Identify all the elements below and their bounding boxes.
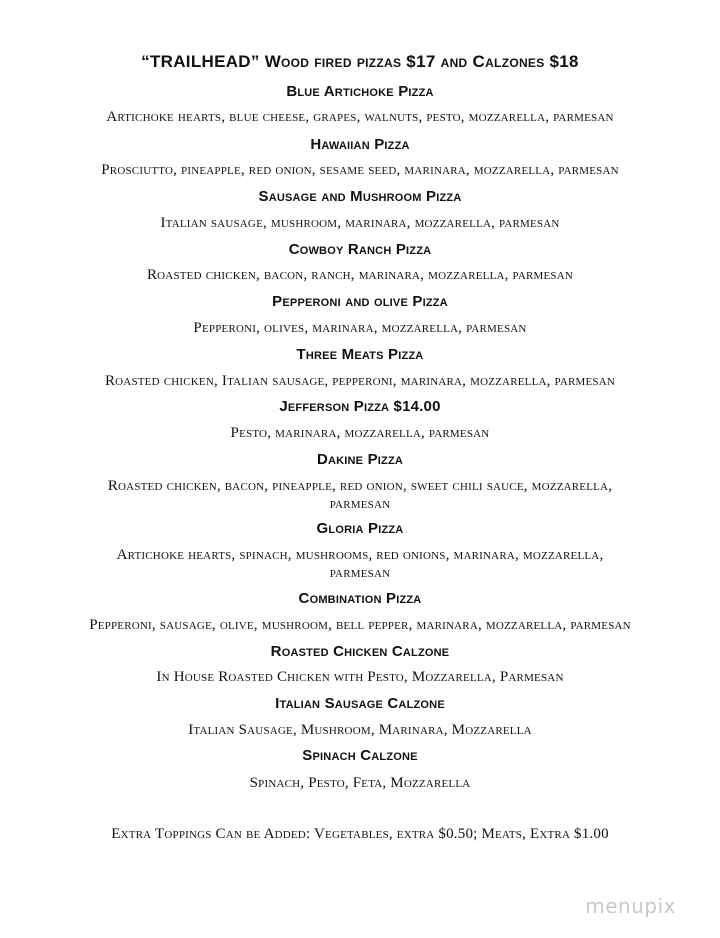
item-description: Pepperoni, sausage, olive, mushroom, bell pepper, marinara, mozzarella, parmesan: [89, 617, 631, 633]
item-name: Sausage and Mushroom Pizza: [258, 188, 462, 205]
item-name: Blue Artichoke Pizza: [286, 83, 434, 100]
item-description: Pepperoni, olives, marinara, mozzarella, parmesan: [193, 320, 527, 336]
item-description: Roasted chicken, Italian sausage, pepperoni, marinara, mozzarella, parmesan: [104, 373, 616, 389]
item-name: Spinach Calzone: [302, 747, 418, 764]
item-description: Roasted chicken, bacon, pineapple, red onion, sweet chili sauce, mozzarella,: [107, 478, 613, 494]
menupix-watermark: menupix: [585, 894, 676, 918]
item-name: Cowboy Ranch Pizza: [288, 241, 432, 258]
item-description-continued: parmesan: [329, 496, 391, 512]
item-name: Three Meats Pizza: [296, 346, 424, 363]
item-name: Italian Sausage Calzone: [275, 695, 445, 712]
item-description: Prosciutto, pineapple, red onion, sesame seed, marinara, mozzarella, parmesan: [101, 162, 619, 178]
item-description: Artichoke hearts, spinach, mushrooms, red onions, marinara, mozzarella,: [116, 547, 604, 563]
item-description: In House Roasted Chicken with Pesto, Mozzarella, Parmesan: [156, 669, 564, 685]
item-description: Italian Sausage, Mushroom, Marinara, Mozzarella: [188, 722, 532, 738]
item-name: Gloria Pizza: [316, 520, 404, 537]
item-name: Hawaiian Pizza: [310, 136, 410, 153]
item-name: Roasted Chicken Calzone: [270, 643, 450, 660]
item-description: Italian sausage, mushroom, marinara, mozzarella, parmesan: [160, 215, 560, 231]
item-description: Roasted chicken, bacon, ranch, marinara, mozzarella, parmesan: [146, 267, 574, 283]
item-description: Artichoke hearts, blue cheese, grapes, walnuts, pesto, mozzarella, parmesan: [106, 109, 614, 125]
item-name: Pepperoni and olive Pizza: [272, 293, 448, 310]
item-name: Combination Pizza: [298, 590, 422, 607]
item-description-continued: parmesan: [329, 565, 391, 581]
extra-toppings-note: Extra Toppings Can be Added: Vegetables, extra $0.50; Meats, Extra $1.00: [111, 826, 609, 842]
item-description: Pesto, marinara, mozzarella, parmesan: [230, 425, 490, 441]
item-description: Spinach, Pesto, Feta, Mozzarella: [249, 775, 471, 791]
item-name: Dakine Pizza: [316, 451, 404, 468]
item-name: Jefferson Pizza $14.00: [279, 398, 441, 415]
menu-title: “TRAILHEAD” Wood fired pizzas $17 and Calzones $18: [141, 52, 579, 71]
